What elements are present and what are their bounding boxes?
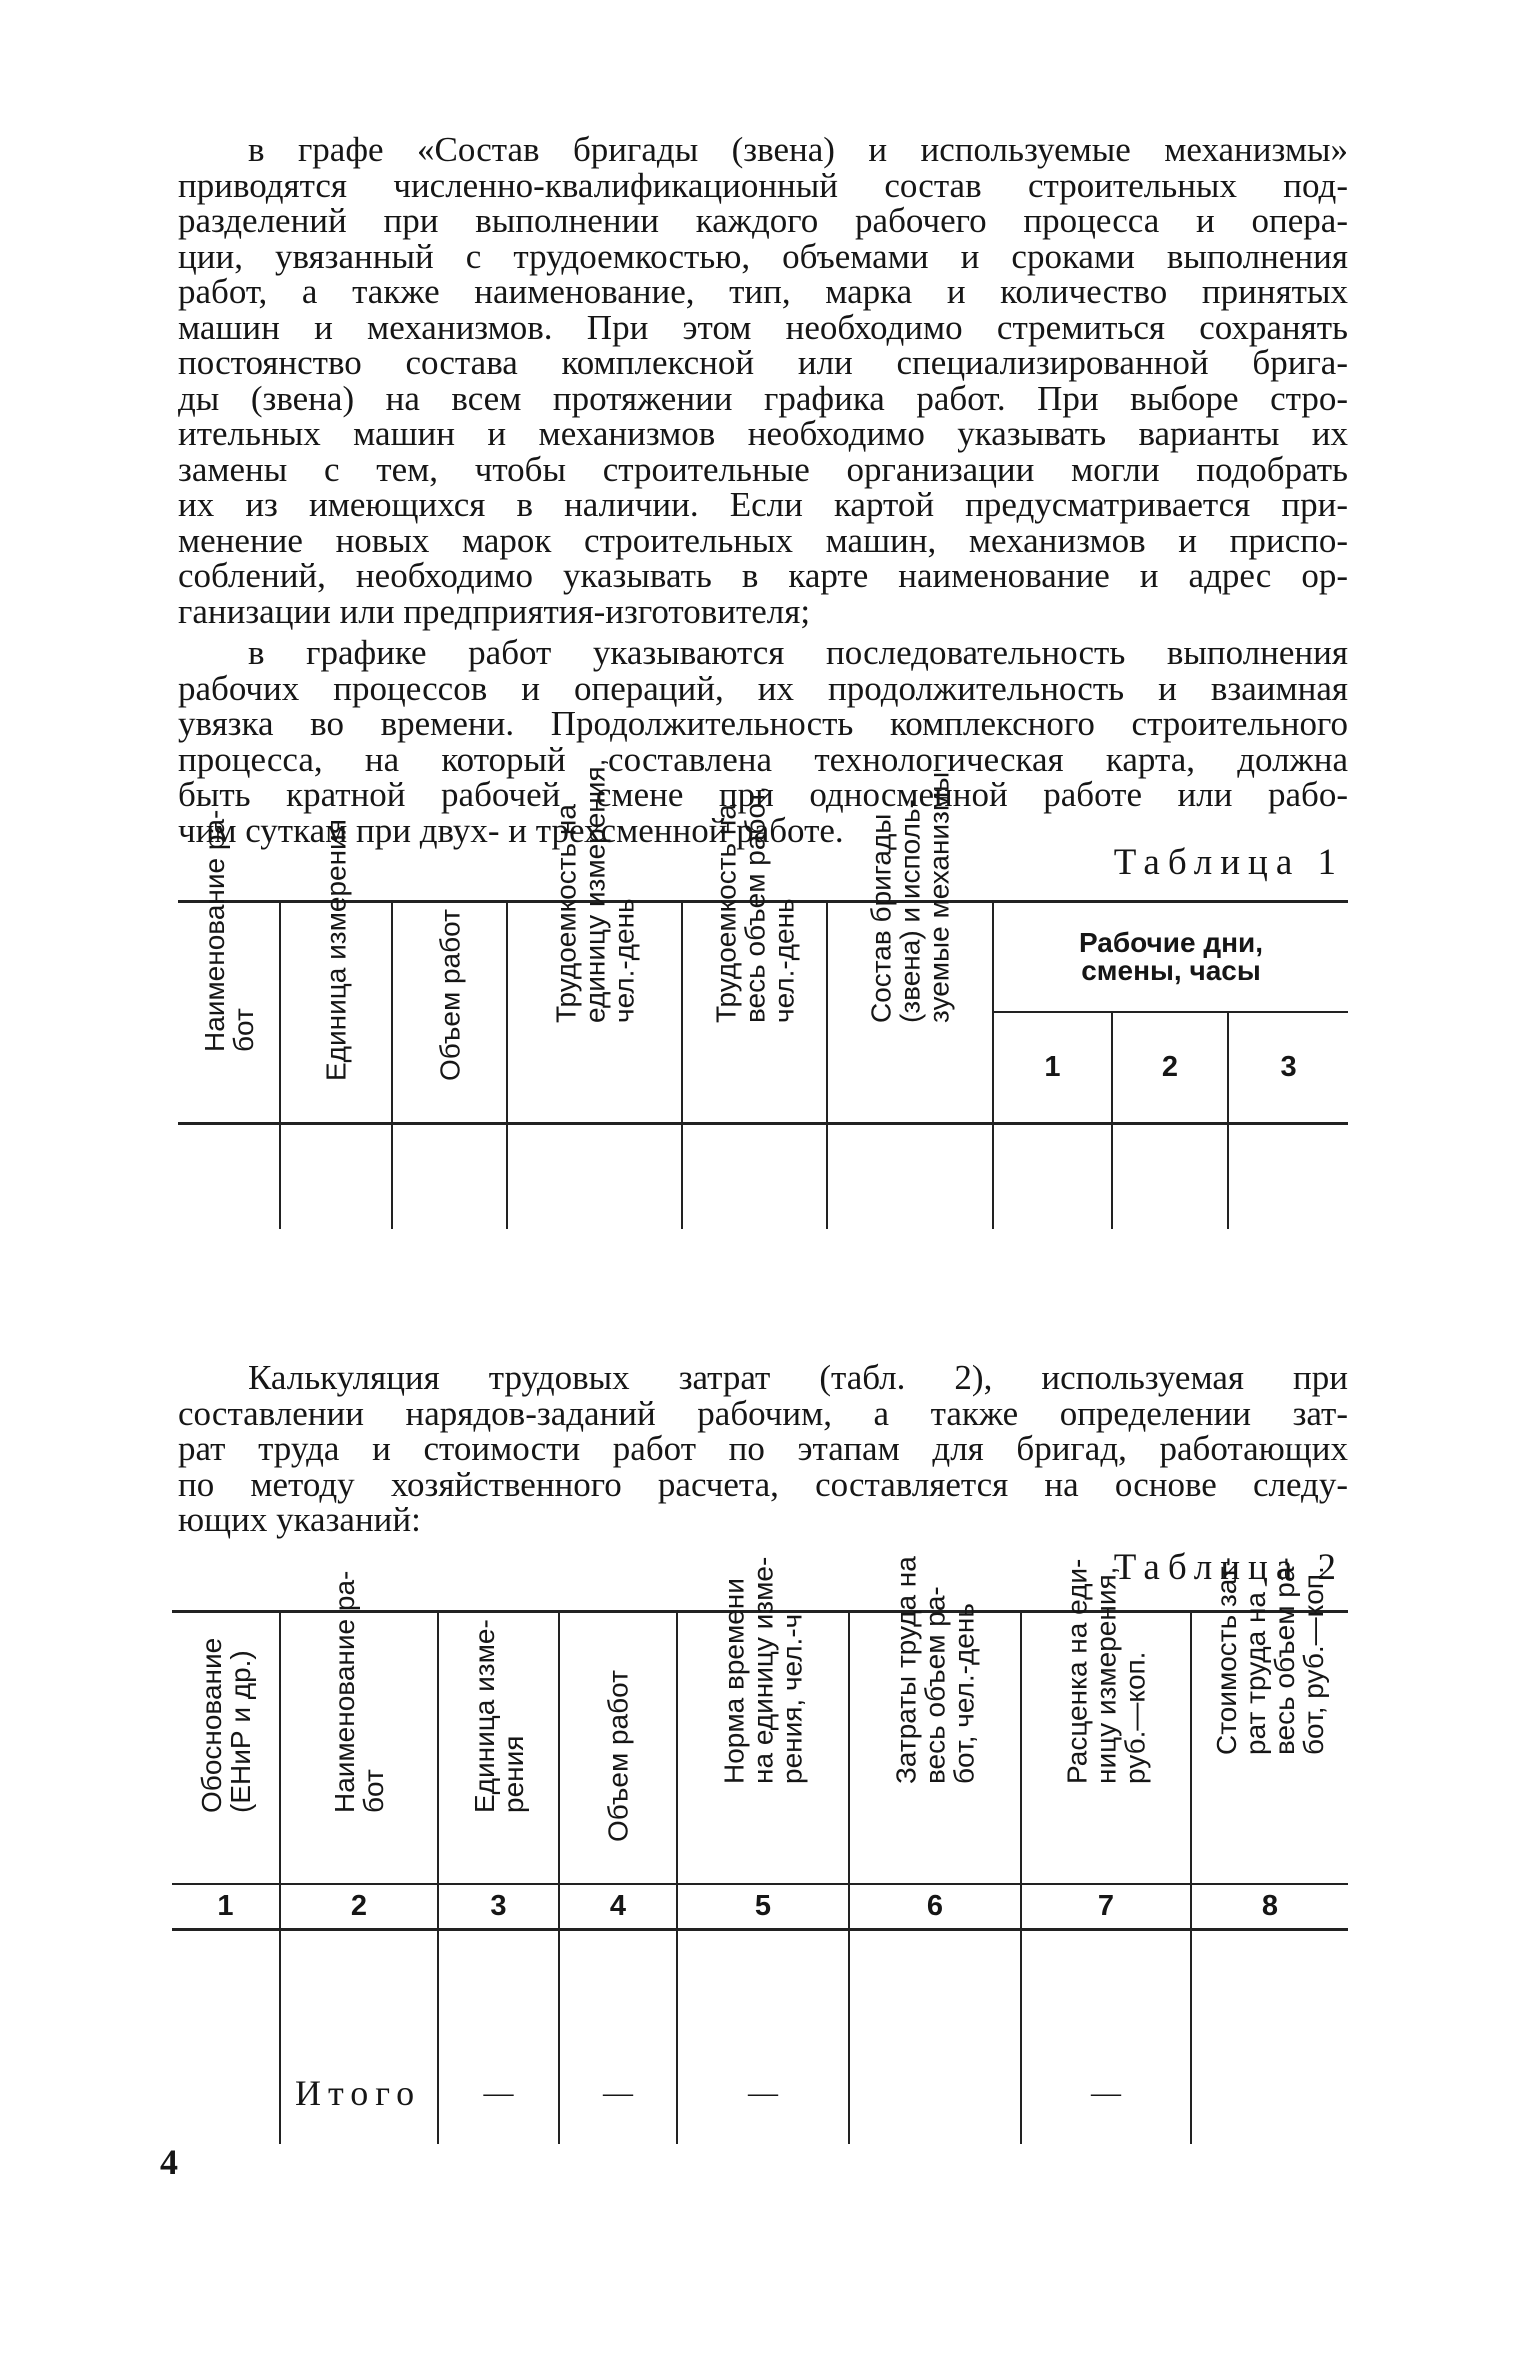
t1-header-unit: Единица измерения — [280, 902, 392, 1124]
t2-header-unit: Единица изме- рения — [438, 1612, 559, 1884]
text-line: рабочих процессов и операций, их продолжительность и взаимная — [178, 668, 1348, 708]
text-line: процесса, на который составлена технологическая карта, должна — [178, 739, 1348, 779]
text-line: ганизации или предприятия-изготовителя; — [178, 591, 811, 631]
text-line: машин и механизмов. При этом необходимо стремиться сохранять — [178, 307, 1348, 347]
t2-total-dash-volume: — — [559, 2042, 677, 2144]
text-line: работ, а также наименование, тип, марка и количество принятых — [178, 272, 1348, 311]
t2-total-dash-norm: — — [677, 2042, 849, 2144]
t1-subheader-1: 1 — [993, 1012, 1112, 1124]
table-row — [178, 1124, 1348, 1229]
text-line: составлении нарядов-заданий рабочим, а также определении зат- — [178, 1393, 1348, 1433]
t2-header-volume: Объем работ — [559, 1612, 677, 1884]
text-line: ющих указаний: — [178, 1500, 421, 1539]
text-line: ительных машин и механизмов необходимо указывать варианты их — [178, 414, 1348, 453]
text-line: чим суткам при двух- и трехсменной работе. — [178, 810, 844, 850]
t2-header-name: Наименование ра- бот — [280, 1612, 438, 1884]
text-line: ции, увязанный с трудоемкостью, объемами и сроками выполнения — [178, 236, 1348, 276]
text-line: в графике работ указываются последовательность выполнения — [248, 633, 1348, 672]
paragraph-labor-calculation — [178, 1360, 1348, 1538]
text-line: рат труда и стоимости работ по этапам для бригад, работающих — [178, 1429, 1348, 1468]
t1-header-crew: Состав бригады (звена) и исполь- зуемые механизмы — [827, 902, 993, 1124]
t2-header-basis: Обоснование (ЕНиР и др.) — [172, 1612, 280, 1884]
t2-number-row: 1 2 3 4 5 6 7 8 — [172, 1884, 1348, 1930]
table-row — [172, 1930, 1348, 2042]
text-line: разделений при выполнении каждого рабочего процесса и опера- — [178, 201, 1348, 240]
t2-total-dash-unit: — — [438, 2042, 559, 2144]
t2-header-time-norm: Норма времени на единицу изме- рения, чел.-ч — [677, 1612, 849, 1884]
t1-subheader-2: 2 — [1112, 1012, 1228, 1124]
text-line: менение новых марок строительных машин, механизмов и приспо- — [178, 520, 1348, 560]
text-line: Калькуляция трудовых затрат (табл. 2), используемая при — [248, 1358, 1348, 1397]
text-line: быть кратной рабочей смене при односменной работе или рабо- — [178, 775, 1348, 814]
t1-subheader-3: 3 — [1228, 1012, 1348, 1124]
t2-header-rate: Расценка на еди- ницу измерения, руб.—коп. — [1021, 1612, 1191, 1884]
text-line: по методу хозяйственного расчета, составляется на основе следу- — [178, 1464, 1348, 1504]
t1-header-labor-unit: Трудоемкость на единицу измерения, чел.-день — [507, 902, 682, 1124]
page-number: 4 — [160, 2142, 178, 2182]
t1-header-workdays: Рабочие дни, смены, часы — [993, 902, 1348, 1012]
text-line: ды (звена) на всем протяжении графика работ. При выборе стро- — [178, 378, 1348, 418]
t2-header-total-cost: Стоимость зат- рат труда на весь объем ра- бот, руб.—коп. — [1191, 1612, 1348, 1884]
t2-header-labor-cost: Затраты труда на весь объем ра- бот, чел.-день — [849, 1612, 1021, 1884]
text-line: соблений, необходимо указывать в карте наименование и адрес ор- — [178, 556, 1348, 595]
text-line: их из имеющихся в наличии. Если картой предусматривается при- — [178, 485, 1348, 524]
t1-header-volume: Объем работ — [392, 902, 507, 1124]
text-line: увязка во времени. Продолжительность комплексного строительного — [178, 704, 1348, 743]
text-line: приводятся численно-квалификационный состав строительных под- — [178, 165, 1348, 205]
text-line: постоянство состава комплексной или специализированной бригa- — [178, 343, 1348, 382]
text-line: в графе «Состав бригады (звена) и используемые механизмы» — [248, 130, 1348, 169]
text-line: замены с тем, чтобы строительные организации могли подобрать — [178, 449, 1348, 489]
table1-caption: Таблица 1 — [1113, 842, 1344, 883]
paragraph-columns-intro — [178, 132, 1348, 629]
t1-header-name: Наименование ра- бот — [178, 902, 280, 1124]
t1-header-labor-total: Трудоемкость на весь объем работ, чел.-день — [682, 902, 827, 1124]
t2-total-label: Итого — [280, 2042, 438, 2144]
table2-caption: Таблица 2 — [1113, 1547, 1344, 1588]
t2-total-row — [172, 2042, 1348, 2144]
t2-total-dash-rate: — — [1021, 2042, 1191, 2144]
